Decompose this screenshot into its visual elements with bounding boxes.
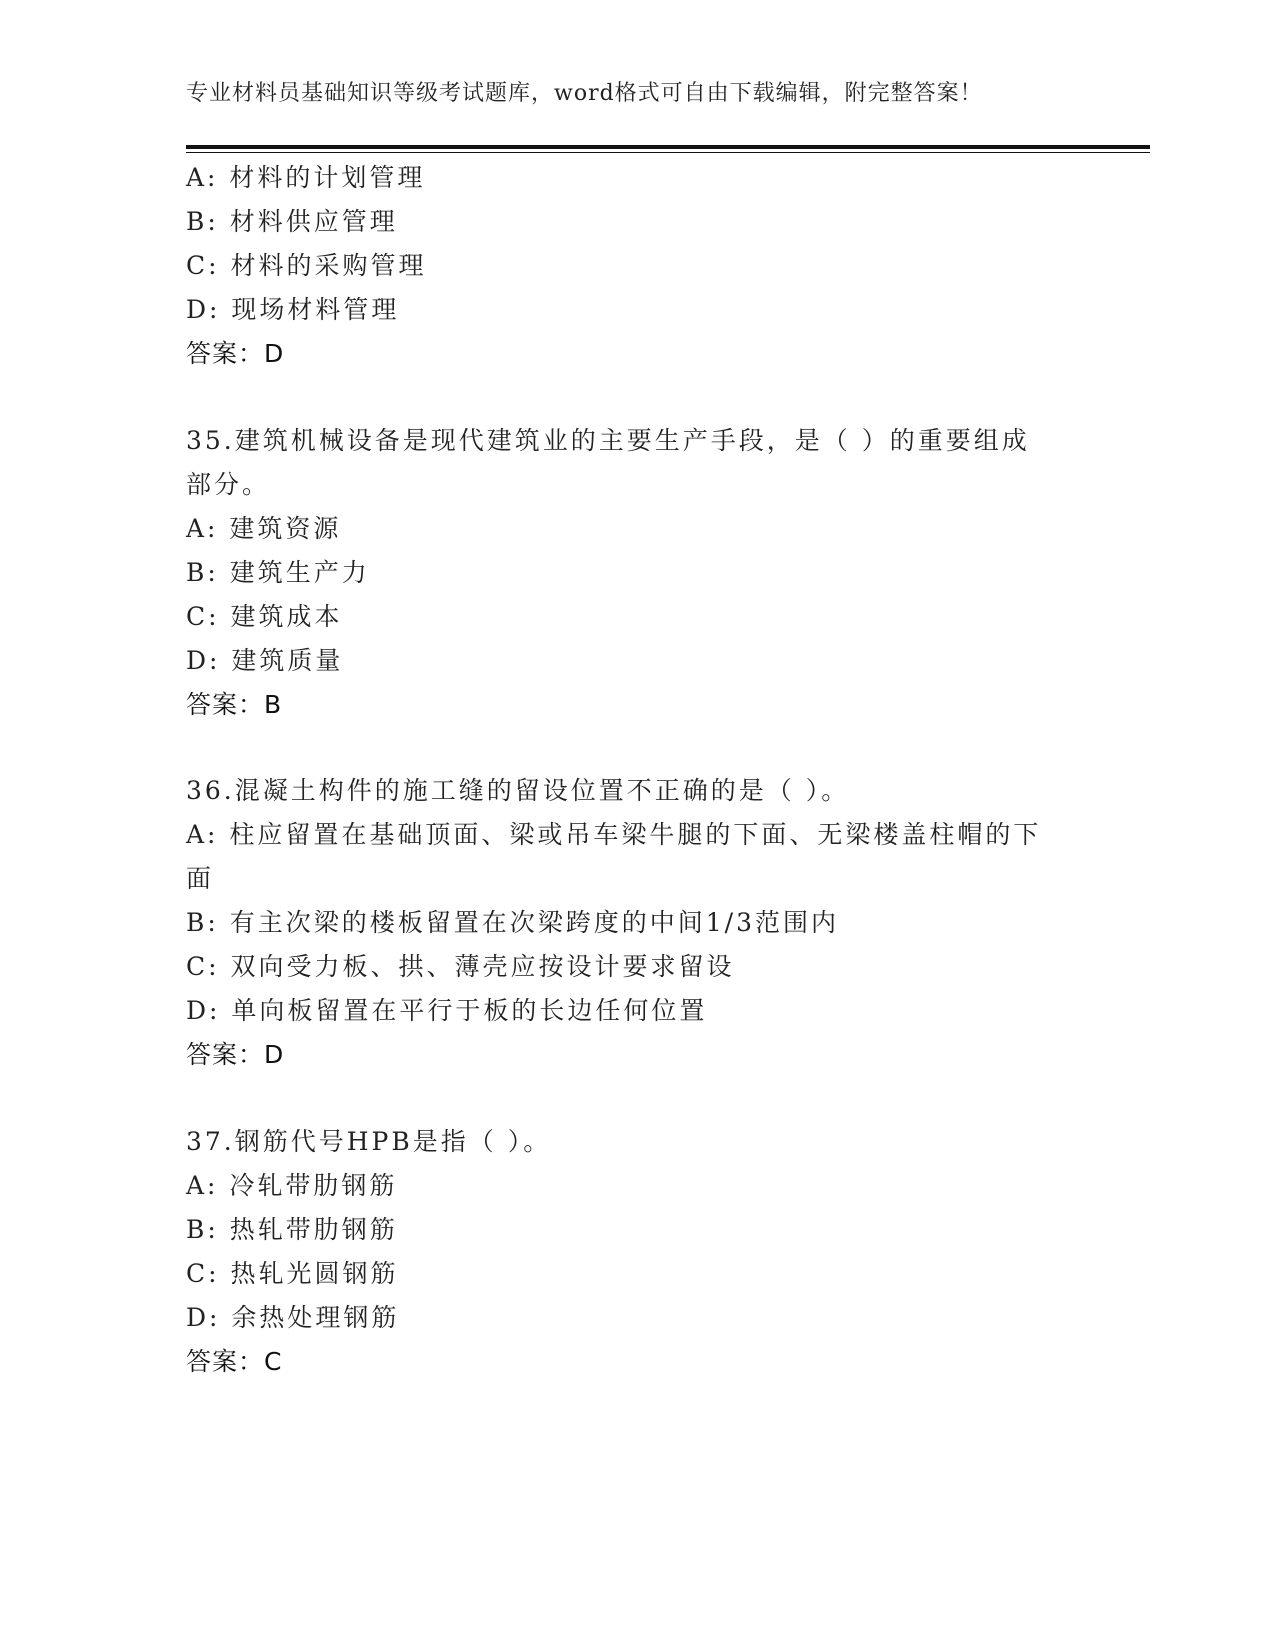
q36-option-a-line1: A: 柱应留置在基础顶面、梁或吊车梁牛腿的下面、无梁楼盖柱帽的下 — [186, 820, 1042, 849]
header-rule-thick — [186, 145, 1150, 149]
q34-option-a: A: 材料的计划管理 — [186, 163, 426, 192]
q35-option-b: B: 建筑生产力 — [186, 558, 370, 587]
q35-answer: 答案：B — [186, 690, 283, 719]
q36-stem-line1: 36.混凝土构件的施工缝的留设位置不正确的是（ ）。 — [186, 776, 850, 805]
q36-option-b: B: 有主次梁的楼板留置在次梁跨度的中间1/3范围内 — [186, 908, 839, 937]
q36-option-d: D: 单向板留置在平行于板的长边任何位置 — [186, 996, 708, 1025]
q37-option-b: B: 热轧带肋钢筋 — [186, 1215, 398, 1244]
header-rule-thin — [186, 152, 1150, 153]
q37-option-d: D: 余热处理钢筋 — [186, 1303, 400, 1332]
q37-option-c: C: 热轧光圆钢筋 — [186, 1259, 399, 1288]
q36-option-a-line2: 面 — [186, 864, 215, 893]
q37-answer: 答案：C — [186, 1347, 283, 1376]
q35-option-d: D: 建筑质量 — [186, 646, 344, 675]
q35-option-a: A: 建筑资源 — [186, 514, 342, 543]
q35-option-c: C: 建筑成本 — [186, 602, 343, 631]
page-header-title: 专业材料员基础知识等级考试题库，word格式可自由下载编辑，附完整答案！ — [186, 81, 983, 106]
q34-option-b: B: 材料供应管理 — [186, 207, 398, 236]
q34-option-d: D: 现场材料管理 — [186, 295, 400, 324]
q35-stem-line2: 部分。 — [186, 470, 271, 499]
q36-answer: 答案：D — [186, 1040, 285, 1069]
q34-option-c: C: 材料的采购管理 — [186, 251, 427, 280]
q37-option-a: A: 冷轧带肋钢筋 — [186, 1171, 398, 1200]
q34-answer: 答案：D — [186, 339, 285, 368]
q36-option-c: C: 双向受力板、拱、薄壳应按设计要求留设 — [186, 952, 735, 981]
q37-stem-line1: 37.钢筋代号HPB是指（ ）。 — [186, 1127, 552, 1156]
q35-stem-line1: 35.建筑机械设备是现代建筑业的主要生产手段，是（ ）的重要组成 — [186, 426, 1030, 455]
